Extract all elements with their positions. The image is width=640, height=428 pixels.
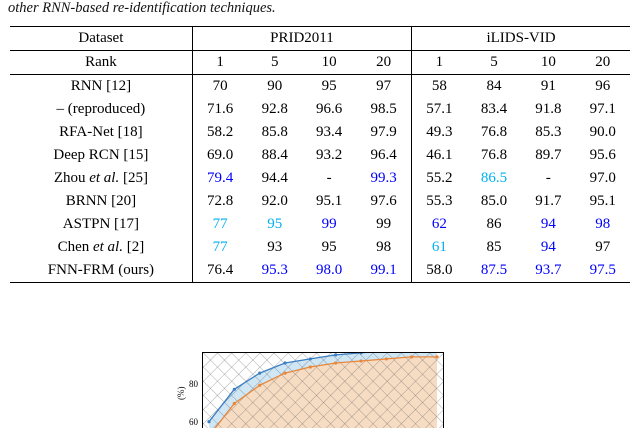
method-et-al: et al.	[89, 170, 120, 186]
cell-prid-rank-1: 58.2	[192, 121, 247, 144]
cell-ilids-rank-20: 98	[595, 216, 611, 232]
cell-ilids-rank-10: -	[545, 170, 551, 186]
cell-prid-rank-20: 97	[356, 75, 411, 99]
header-ilids-rank-20: 20	[576, 51, 630, 75]
cell-ilids-rank-20: 97.0	[589, 170, 616, 186]
row-method-label: RNN [12]	[10, 75, 192, 99]
header-group-ilids-vid: iLIDS-VID	[412, 27, 630, 51]
cell-ilids-rank-5: 86.5	[480, 170, 508, 186]
figure-caption: other RNN-based re-identification techniques.	[8, 0, 276, 16]
cell-ilids-rank-1: 46.1	[412, 144, 467, 167]
cell-prid-rank-10: -	[326, 170, 332, 186]
method-et-al: et al.	[92, 239, 123, 255]
cell-ilids-rank-10: 94	[540, 216, 556, 232]
cell-prid-rank-5: 88.4	[261, 147, 288, 163]
table-header-row-ranks	[10, 51, 630, 75]
cell-ilids-rank-1: 58	[412, 75, 467, 99]
cell-prid-rank-20: 97.6	[370, 193, 397, 209]
chart-ylabel: (%)	[176, 386, 186, 400]
cell-ilids-rank-10: 85.3	[535, 124, 562, 140]
cell-ilids-rank-1: 58.0	[412, 259, 467, 283]
cell-prid-rank-5: 94.4	[261, 170, 288, 186]
header-ilids-rank-1: 1	[412, 51, 467, 75]
row-method-label: BRNN [20]	[65, 193, 137, 209]
row-method-label: Deep RCN [15]	[53, 147, 149, 163]
header-dataset: Dataset	[10, 27, 192, 51]
cell-ilids-rank-1: 49.3	[412, 121, 467, 144]
table-row	[10, 213, 630, 236]
table-header-row-groups	[10, 27, 630, 51]
cell-ilids-rank-10: 91	[521, 75, 575, 99]
cell-ilids-rank-1: 62	[412, 213, 467, 236]
cell-prid-rank-5: 92.0	[261, 193, 288, 209]
row-method-label: ASTPN [17]	[62, 216, 140, 232]
table-row	[10, 121, 630, 144]
cell-prid-rank-20: 98.5	[370, 101, 397, 117]
chart-ytick-60: 60	[189, 417, 198, 427]
cell-ilids-rank-20: 97	[595, 239, 611, 255]
header-group-prid2011: PRID2011	[192, 27, 411, 51]
cell-prid-rank-1: 72.8	[192, 190, 247, 213]
cell-prid-rank-10: 93.4	[316, 124, 343, 140]
header-ilids-rank-10: 10	[521, 51, 575, 75]
results-table-container	[10, 26, 630, 283]
cell-ilids-rank-5: 76.8	[480, 124, 508, 140]
cell-ilids-rank-10: 94	[540, 239, 556, 255]
row-method-label: FNN-FRM (ours)	[10, 259, 192, 283]
header-prid-rank-5: 5	[248, 51, 302, 75]
cell-ilids-rank-1: 55.3	[412, 190, 467, 213]
table-row	[10, 75, 630, 99]
header-prid-rank-20: 20	[356, 51, 411, 75]
cell-prid-rank-5: 95.3	[248, 259, 302, 283]
cell-prid-rank-5: 92.8	[261, 101, 288, 117]
cell-ilids-rank-1: 61	[412, 236, 467, 259]
cell-ilids-rank-1: 55.2	[412, 167, 467, 190]
cell-prid-rank-1: 77	[192, 213, 247, 236]
cell-prid-rank-20: 99	[376, 216, 392, 232]
cell-ilids-rank-5: 87.5	[467, 259, 521, 283]
cell-ilids-rank-5: 85.0	[480, 193, 508, 209]
cell-ilids-rank-5: 76.8	[480, 147, 508, 163]
row-method-label: RFA-Net [18]	[59, 124, 143, 140]
header-rank: Rank	[10, 51, 192, 75]
cell-ilids-rank-5: 85	[486, 239, 502, 255]
cell-prid-rank-5: 95	[267, 216, 283, 232]
chart-plot-area	[202, 352, 444, 428]
row-method-label: – (reproduced)	[56, 101, 146, 117]
table-row	[10, 190, 630, 213]
header-prid-rank-1: 1	[192, 51, 247, 75]
cell-prid-rank-20: 96.4	[370, 147, 397, 163]
chart-svg	[203, 353, 443, 428]
cell-ilids-rank-20: 95.1	[589, 193, 616, 209]
cell-prid-rank-10: 96.6	[316, 101, 343, 117]
cell-ilids-rank-5: 86	[486, 216, 502, 232]
header-prid-rank-10: 10	[302, 51, 356, 75]
cell-prid-rank-20: 99.3	[370, 170, 397, 186]
table-row	[10, 167, 630, 190]
cell-prid-rank-10: 98.0	[302, 259, 356, 283]
cell-prid-rank-5: 90	[248, 75, 302, 99]
cell-ilids-rank-10: 89.7	[535, 147, 562, 163]
cell-ilids-rank-5: 84	[467, 75, 521, 99]
table-row	[10, 144, 630, 167]
cell-prid-rank-1: 69.0	[192, 144, 247, 167]
table-row	[10, 98, 630, 121]
header-ilids-rank-5: 5	[467, 51, 521, 75]
cell-prid-rank-1: 70	[192, 75, 247, 99]
results-table	[10, 26, 630, 283]
cell-prid-rank-1: 71.6	[192, 98, 247, 121]
cell-ilids-rank-20: 97.5	[576, 259, 630, 283]
row-method-label: Zhou et al. [25]	[53, 170, 148, 186]
cell-ilids-rank-20: 90.0	[589, 124, 616, 140]
cell-ilids-rank-5: 83.4	[480, 101, 508, 117]
cell-ilids-rank-20: 95.6	[589, 147, 616, 163]
cell-prid-rank-5: 85.8	[261, 124, 288, 140]
cell-prid-rank-20: 99.1	[356, 259, 411, 283]
cell-prid-rank-10: 93.2	[316, 147, 343, 163]
cell-prid-rank-20: 98	[376, 239, 392, 255]
chart-ytick-80: 80	[189, 379, 198, 389]
chart-region	[0, 348, 640, 427]
cell-prid-rank-10: 99	[321, 216, 337, 232]
cell-ilids-rank-10: 93.7	[521, 259, 575, 283]
cell-prid-rank-10: 95	[321, 239, 337, 255]
cell-ilids-rank-10: 91.8	[535, 101, 562, 117]
cell-ilids-rank-20: 97.1	[589, 101, 616, 117]
cell-prid-rank-1: 77	[192, 236, 247, 259]
cell-ilids-rank-10: 91.7	[535, 193, 562, 209]
cell-prid-rank-20: 97.9	[370, 124, 397, 140]
cell-ilids-rank-1: 57.1	[412, 98, 467, 121]
cell-ilids-rank-20: 96	[576, 75, 630, 99]
table-body	[10, 27, 630, 283]
cell-prid-rank-1: 79.4	[192, 167, 247, 190]
table-row	[10, 259, 630, 283]
row-method-label: Chen et al. [2]	[57, 239, 145, 255]
cell-prid-rank-5: 93	[267, 239, 283, 255]
cell-prid-rank-10: 95	[302, 75, 356, 99]
cell-prid-rank-1: 76.4	[192, 259, 247, 283]
table-row	[10, 236, 630, 259]
cell-prid-rank-10: 95.1	[316, 193, 343, 209]
